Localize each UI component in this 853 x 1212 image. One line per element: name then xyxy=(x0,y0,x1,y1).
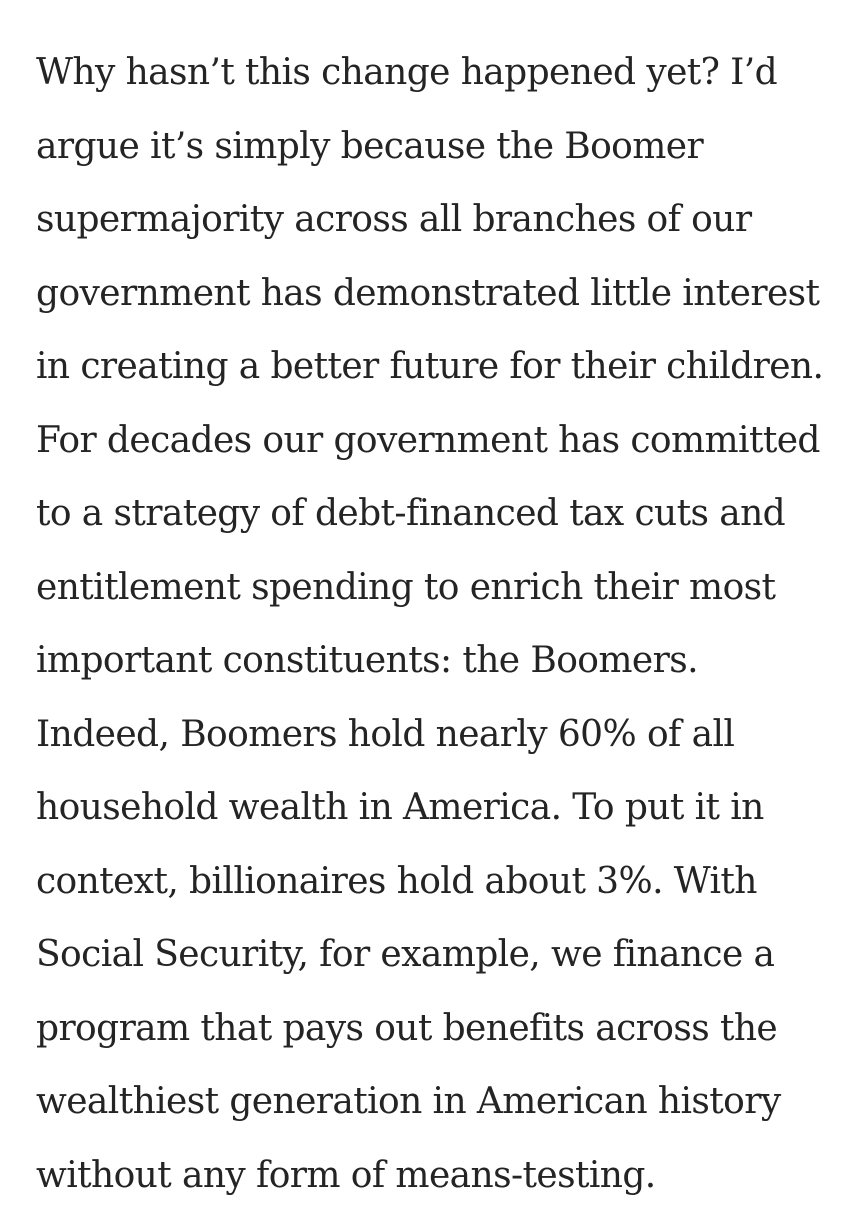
paragraph-line: supermajority across all branches of our xyxy=(36,183,836,257)
paragraph-line: important constituents: the Boomers. xyxy=(36,624,836,698)
paragraph-line: in creating a better future for their children. xyxy=(36,330,836,404)
paragraph-line: Why hasn’t this change happened yet? I’d xyxy=(36,36,836,110)
paragraph-line: context, billionaires hold about 3%. With xyxy=(36,845,836,919)
paragraph-line: entitlement spending to enrich their most xyxy=(36,551,836,625)
paragraph-line: to a strategy of debt-financed tax cuts and xyxy=(36,477,836,551)
paragraph-line: argue it’s simply because the Boomer xyxy=(36,110,836,184)
paragraph-line: household wealth in America. To put it in xyxy=(36,771,836,845)
paragraph-line: For decades our government has committed xyxy=(36,404,836,478)
paragraph-line: government has demonstrated little interest xyxy=(36,257,836,331)
paragraph-line: Indeed, Boomers hold nearly 60% of all xyxy=(36,698,836,772)
article-paragraph xyxy=(36,36,836,1212)
paragraph-line: wealthiest generation in American history xyxy=(36,1065,836,1139)
paragraph-line: Social Security, for example, we finance a xyxy=(36,918,836,992)
paragraph-line: program that pays out benefits across the xyxy=(36,992,836,1066)
paragraph-line: without any form of means-testing. xyxy=(36,1139,836,1212)
